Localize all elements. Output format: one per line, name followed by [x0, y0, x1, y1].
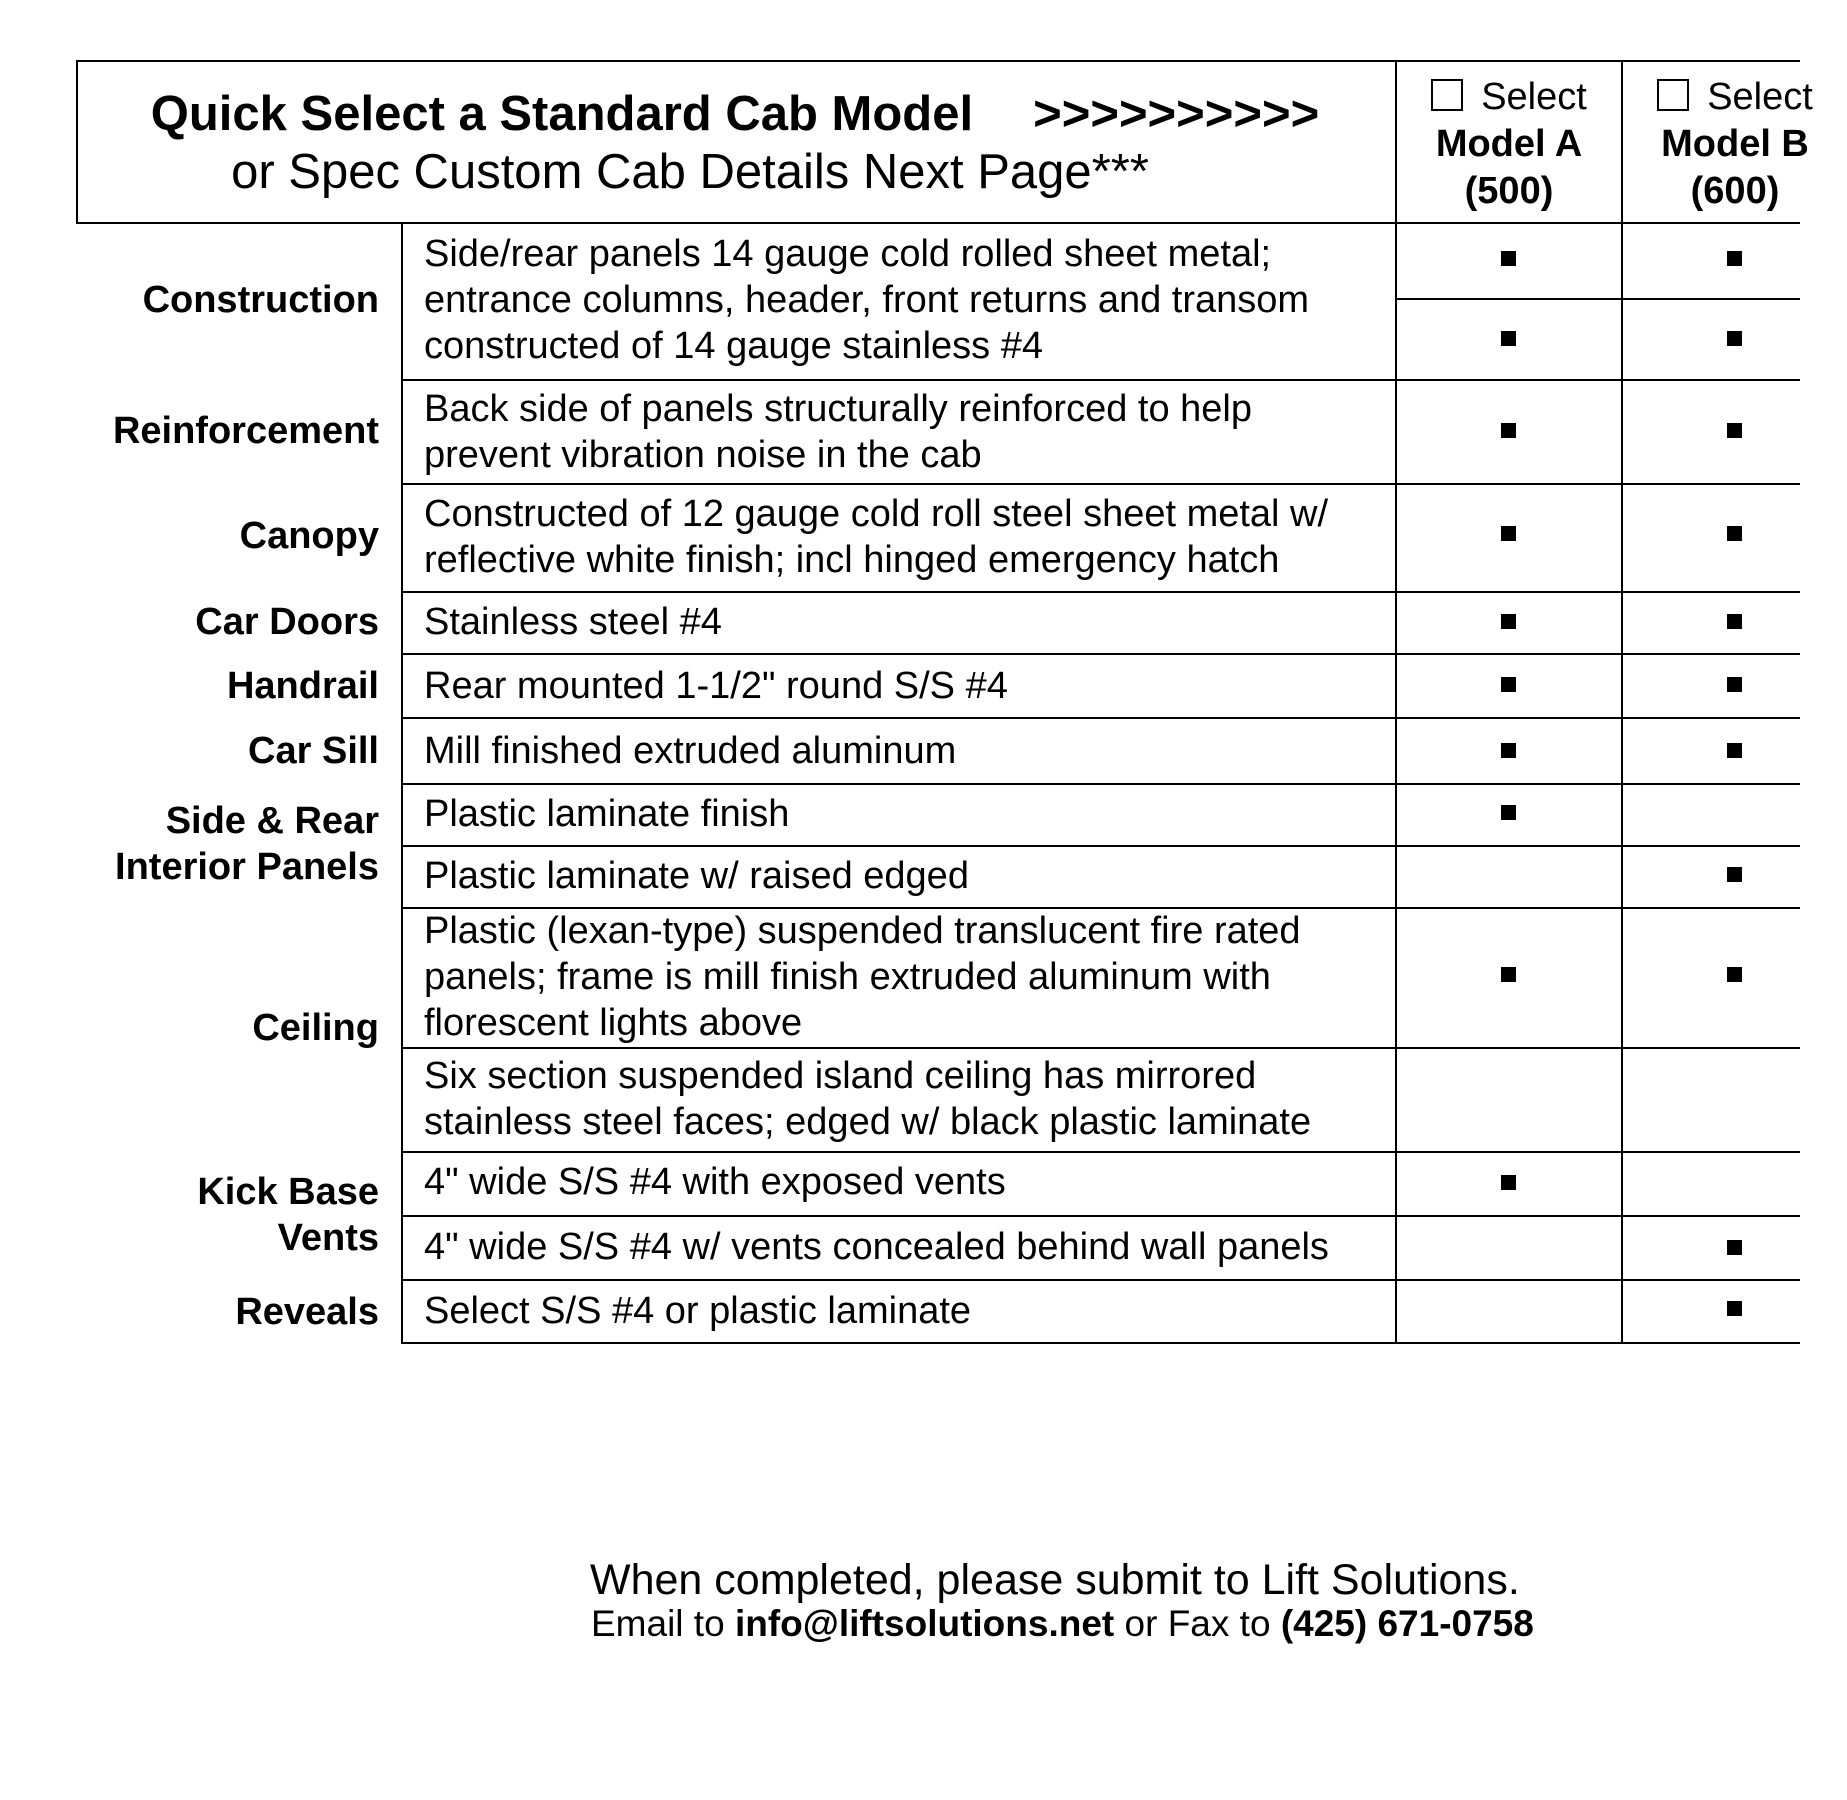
- row-description: [424, 1159, 1006, 1205]
- model-b-included-mark: [1727, 867, 1742, 882]
- description-line: Constructed of 12 gauge cold roll steel sheet metal w/: [424, 493, 1329, 535]
- page-title: [76, 86, 1394, 142]
- category-reinforcement: Reinforcement: [112, 410, 379, 452]
- description-line: Side/rear panels 14 gauge cold rolled sheet metal;: [424, 233, 1272, 275]
- grid-line: [401, 1047, 1800, 1049]
- row-description: [424, 728, 956, 774]
- row-description: [424, 791, 789, 837]
- row-description: [424, 908, 1301, 1046]
- model-a-included-mark: [1501, 1175, 1516, 1190]
- model-b-select-label: Select: [1707, 76, 1813, 118]
- grid-line: [401, 653, 1800, 655]
- model-a-included-mark: [1501, 967, 1516, 982]
- description-line: Select S/S #4 or plastic laminate: [424, 1290, 972, 1332]
- model-b-included-mark: [1727, 677, 1742, 692]
- model-a-code: (500): [1464, 170, 1554, 212]
- model-a-included-mark: [1501, 677, 1516, 692]
- row-description: [424, 1224, 1329, 1270]
- description-line: entrance columns, header, front returns and transom: [424, 279, 1310, 321]
- category-handrail: Handrail: [226, 665, 379, 707]
- row-description: [424, 663, 1008, 709]
- category-car-sill: Car Sill: [248, 730, 379, 772]
- category-side-rear-1: Side & Rear: [165, 800, 379, 842]
- grid-line: [76, 60, 1800, 62]
- grid-line: [401, 1342, 1800, 1344]
- model-b-included-mark: [1727, 1301, 1742, 1316]
- row-description: [424, 1288, 971, 1334]
- model-b-included-mark: [1727, 743, 1742, 758]
- grid-line: [401, 1279, 1800, 1281]
- model-b-included-mark: [1727, 526, 1742, 541]
- description-line: prevent vibration noise in the cab: [424, 434, 982, 476]
- footer-fax-prefix: or Fax to: [1114, 1603, 1281, 1644]
- model-a-select[interactable]: [1397, 74, 1621, 121]
- model-a-included-mark: [1501, 805, 1516, 820]
- description-line: florescent lights above: [424, 1002, 803, 1044]
- model-a-select-label: Select: [1481, 76, 1587, 118]
- row-description: [424, 386, 1252, 478]
- grid-line: [401, 1215, 1800, 1217]
- description-line: stainless steel faces; edged w/ black plastic laminate: [424, 1101, 1312, 1143]
- category-kick-base-2: Vents: [277, 1217, 379, 1259]
- description-line: Six section suspended island ceiling has mirrored: [424, 1055, 1257, 1097]
- footer-fax-number: (425) 671-0758: [1280, 1603, 1534, 1644]
- grid-line: [401, 845, 1800, 847]
- model-b-included-mark: [1727, 331, 1742, 346]
- model-a-included-mark: [1501, 423, 1516, 438]
- category-reveals: Reveals: [235, 1291, 379, 1333]
- title-arrows: >>>>>>>>>>: [1033, 87, 1320, 141]
- category-kick-base-1: Kick Base: [197, 1171, 379, 1213]
- grid-line: [401, 1151, 1800, 1153]
- grid-line: [401, 783, 1800, 785]
- model-b-checkbox[interactable]: [1657, 79, 1689, 111]
- grid-line: [401, 591, 1800, 593]
- model-b-code: (600): [1690, 170, 1780, 212]
- description-line: Rear mounted 1-1/2" round S/S #4: [424, 665, 1008, 707]
- row-description: [424, 491, 1328, 583]
- footer-contact: [591, 1602, 1534, 1646]
- description-line: reflective white finish; incl hinged emergency hatch: [424, 539, 1280, 581]
- description-line: 4" wide S/S #4 with exposed vents: [424, 1161, 1006, 1203]
- row-description: [424, 599, 722, 645]
- description-line: 4" wide S/S #4 w/ vents concealed behind wall panels: [424, 1226, 1329, 1268]
- title-text: Quick Select a Standard Cab Model: [150, 87, 974, 141]
- footer-instruction: When completed, please submit to Lift Solutions.: [590, 1556, 1520, 1604]
- description-line: Mill finished extruded aluminum: [424, 730, 957, 772]
- model-b-included-mark: [1727, 1240, 1742, 1255]
- footer-email-prefix: Email to: [591, 1603, 735, 1644]
- model-b-header: [1623, 74, 1847, 215]
- description-line: panels; frame is mill finish extruded aluminum with: [424, 956, 1271, 998]
- model-a-included-mark: [1501, 743, 1516, 758]
- model-a-included-mark: [1501, 251, 1516, 266]
- category-construction: Construction: [142, 279, 379, 321]
- row-description: [424, 1053, 1311, 1145]
- grid-line: [76, 222, 1800, 224]
- description-line: Plastic laminate finish: [424, 793, 790, 835]
- model-a-header: [1397, 74, 1621, 215]
- category-canopy: Canopy: [239, 515, 379, 557]
- description-line: Plastic (lexan-type) suspended translucent fire rated: [424, 910, 1301, 952]
- row-description: [424, 231, 1309, 369]
- category-ceiling: Ceiling: [252, 1007, 379, 1049]
- model-b-included-mark: [1727, 967, 1742, 982]
- model-b-select[interactable]: [1623, 74, 1847, 121]
- description-line: constructed of 14 gauge stainless #4: [424, 325, 1043, 367]
- grid-line: [401, 717, 1800, 719]
- description-line: Plastic laminate w/ raised edged: [424, 855, 969, 897]
- row-description: [424, 853, 969, 899]
- model-a-included-mark: [1501, 614, 1516, 629]
- model-b-name: Model B: [1661, 123, 1809, 165]
- description-line: Back side of panels structurally reinforced to help: [424, 388, 1252, 430]
- model-b-included-mark: [1727, 251, 1742, 266]
- grid-line: [1395, 298, 1800, 300]
- footer-email-link[interactable]: info@liftsolutions.net: [734, 1603, 1115, 1644]
- model-a-included-mark: [1501, 526, 1516, 541]
- subtitle-text: or Spec Custom Cab Details Next Page***: [231, 145, 1149, 199]
- grid-line: [401, 379, 1800, 381]
- grid-line: [401, 483, 1800, 485]
- page-subtitle: [76, 144, 1394, 200]
- category-car-doors: Car Doors: [195, 601, 379, 643]
- description-line: Stainless steel #4: [424, 601, 722, 643]
- model-a-included-mark: [1501, 331, 1516, 346]
- category-side-rear-2: Interior Panels: [115, 846, 379, 888]
- model-a-checkbox[interactable]: [1431, 79, 1463, 111]
- model-b-included-mark: [1727, 423, 1742, 438]
- model-a-name: Model A: [1435, 123, 1583, 165]
- model-b-included-mark: [1727, 614, 1742, 629]
